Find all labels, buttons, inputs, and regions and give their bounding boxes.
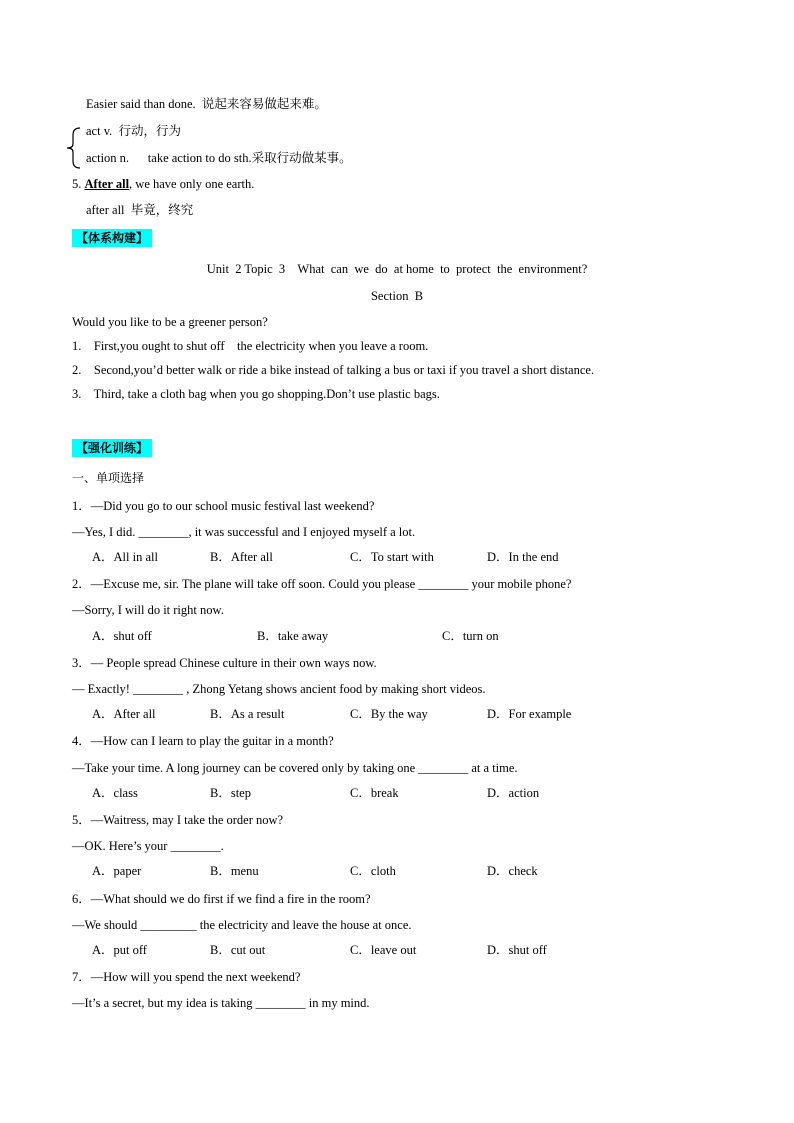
option-b[interactable]: B．cut out (210, 943, 266, 957)
answer-5: —OK. Here’s your ________. (72, 839, 224, 853)
question-6: 6．—What should we do first if we find a fire in the room? (72, 892, 371, 906)
note-line: Easier said than done. 说起来容易做起来难。 (86, 97, 327, 111)
option-d[interactable]: D．In the end (487, 550, 559, 564)
answer-4: —Take your time. A long journey can be covered only by taking one ________ at a time. (72, 761, 518, 775)
question-2: 2．—Excuse me, sir. The plane will take off soon. Could you please ________ your mobile phone? (72, 577, 572, 591)
option-b[interactable]: B．As a result (210, 707, 285, 721)
section-tag-system: 【体系构建】 (72, 229, 152, 247)
list-item: 2. Second,you’d better walk or ride a bike instead of talking a bus or taxi if you travel a short distance. (72, 363, 595, 377)
option-c[interactable]: C．To start with (350, 550, 434, 564)
unit-title: Unit 2 Topic 3 What can we do at home to protect the environment? (206, 262, 588, 276)
section-subtitle: Section B (370, 289, 424, 303)
item-5-num: 5. (72, 177, 85, 191)
after-all-note: after all 毕竟，终究 (86, 203, 194, 217)
option-b[interactable]: B．menu (210, 864, 259, 878)
option-b[interactable]: B．take away (257, 629, 329, 643)
question-3: 3．— People spread Chinese culture in their own ways now. (72, 656, 377, 670)
option-d[interactable]: D．check (487, 864, 538, 878)
answer-3: — Exactly! ________ , Zhong Yetang shows ancient food by making short videos. (72, 682, 486, 696)
question-4: 4．—How can I learn to play the guitar in a month? (72, 734, 334, 748)
question-1: 1．—Did you go to our school music festival last weekend? (72, 499, 375, 513)
option-c[interactable]: C．cloth (350, 864, 396, 878)
item-5-bold: After all (84, 177, 130, 191)
option-a[interactable]: A．shut off (92, 629, 152, 643)
option-a[interactable]: A．After all (92, 707, 156, 721)
question-5: 5．—Waitress, may I take the order now? (72, 813, 284, 827)
brace-icon (64, 126, 82, 170)
option-b[interactable]: B．step (210, 786, 251, 800)
option-a[interactable]: A．put off (92, 943, 147, 957)
option-c[interactable]: C．turn on (442, 629, 499, 643)
option-a[interactable]: A．paper (92, 864, 142, 878)
option-c[interactable]: C．leave out (350, 943, 417, 957)
option-c[interactable]: C．By the way (350, 707, 428, 721)
option-d[interactable]: D．shut off (487, 943, 547, 957)
option-d[interactable]: D．action (487, 786, 540, 800)
option-a[interactable]: A．class (92, 786, 138, 800)
item-5 (72, 176, 254, 192)
section-tag-practice: 【强化训练】 (72, 439, 152, 457)
answer-2: —Sorry, I will do it right now. (72, 603, 224, 617)
act-verb-note: act v. 行动，行为 (86, 124, 182, 138)
option-b[interactable]: B．After all (210, 550, 273, 564)
answer-6: —We should _________ the electricity and leave the house at once. (72, 918, 412, 932)
option-d[interactable]: D．For example (487, 707, 572, 721)
list-item: 1. First,you ought to shut off the electricity when you leave a room. (72, 339, 429, 353)
part-heading: 一、单项选择 (72, 471, 145, 485)
answer-7: —It’s a secret, but my idea is taking ________ in my mind. (72, 996, 370, 1010)
item-5-rest: , we have only one earth. (129, 177, 255, 191)
answer-1: —Yes, I did. ________, it was successful and I enjoyed myself a lot. (72, 525, 416, 539)
option-a[interactable]: A．All in all (92, 550, 158, 564)
option-c[interactable]: C．break (350, 786, 399, 800)
act-noun-note: action n. take action to do sth.采取行动做某事。 (86, 151, 352, 165)
intro-question: Would you like to be a greener person? (72, 315, 268, 329)
list-item: 3. Third, take a cloth bag when you go shopping.Don’t use plastic bags. (72, 387, 440, 401)
question-7: 7．—How will you spend the next weekend? (72, 970, 301, 984)
